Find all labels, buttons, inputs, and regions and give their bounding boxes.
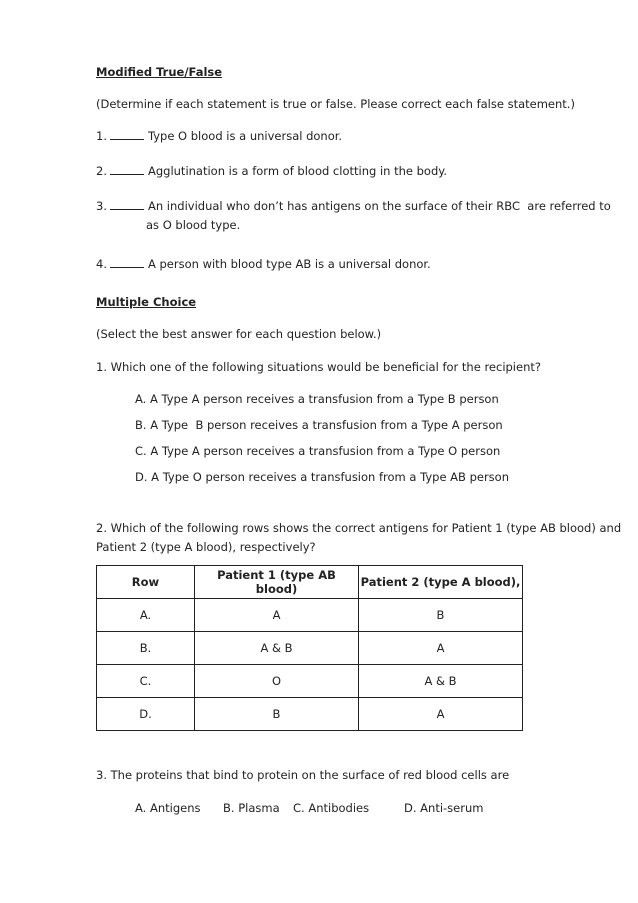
- answer-blank[interactable]: [110, 198, 144, 210]
- multiple-choice-heading: Multiple Choice: [96, 295, 197, 309]
- question-3: 3. The proteins that bind to protein on the surface of red blood cells are: [96, 768, 510, 782]
- tf-item-3: [96, 198, 611, 214]
- q1-option-b[interactable]: B. A Type B person receives a transfusion from a Type A person: [135, 418, 503, 432]
- table-header: Row: [97, 566, 195, 599]
- q3-option-b[interactable]: B. Plasma: [223, 801, 280, 815]
- q3-option-d[interactable]: D. Anti-serum: [404, 801, 484, 815]
- multiple-choice-instruction: (Select the best answer for each question below.): [96, 327, 382, 341]
- table-cell: A: [359, 632, 523, 665]
- tf-item-1: [96, 128, 342, 144]
- q1-option-d[interactable]: D. A Type O person receives a transfusion from a Type AB person: [135, 470, 510, 484]
- answer-blank[interactable]: [110, 256, 144, 268]
- tf-item-text: Agglutination is a form of blood clotting in the body.: [147, 164, 448, 178]
- table-header: Patient 2 (type A blood),: [359, 566, 523, 599]
- table-row: [97, 632, 523, 665]
- q3-option-c[interactable]: C. Antibodies: [293, 801, 370, 815]
- table-header-row: [97, 566, 523, 599]
- table-cell: D.: [97, 698, 195, 731]
- tf-item-3-continuation: as O blood type.: [146, 218, 241, 232]
- tf-item-number: 2.: [96, 164, 107, 178]
- tf-item-number: 3.: [96, 199, 107, 213]
- q1-option-c[interactable]: C. A Type A person receives a transfusion from a Type O person: [135, 444, 501, 458]
- modified-true-false-heading: Modified True/False: [96, 65, 223, 79]
- tf-item-text: Type O blood is a universal donor.: [147, 129, 343, 143]
- true-false-instruction: (Determine if each statement is true or false. Please correct each false statement.): [96, 97, 575, 111]
- table-cell: A: [359, 698, 523, 731]
- table-cell: O: [195, 665, 359, 698]
- question-1: 1. Which one of the following situations would be beneficial for the recipient?: [96, 360, 541, 374]
- table-cell: B.: [97, 632, 195, 665]
- table-header: Patient 1 (type AB blood): [195, 566, 359, 599]
- table-cell: B: [359, 599, 523, 632]
- tf-item-number: 4.: [96, 257, 107, 271]
- table-cell: A: [195, 599, 359, 632]
- tf-item-number: 1.: [96, 129, 107, 143]
- antigen-table: [96, 565, 523, 731]
- question-2-line-2: Patient 2 (type A blood), respectively?: [96, 540, 316, 554]
- table-cell: A & B: [195, 632, 359, 665]
- answer-blank[interactable]: [110, 128, 144, 140]
- tf-item-text: An individual who don’t has antigens on the surface of their RBC are referred to: [147, 199, 611, 213]
- tf-item-2: [96, 163, 447, 179]
- table-cell: A.: [97, 599, 195, 632]
- answer-blank[interactable]: [110, 163, 144, 175]
- table-cell: C.: [97, 665, 195, 698]
- table-cell: B: [195, 698, 359, 731]
- q1-option-a[interactable]: A. A Type A person receives a transfusion from a Type B person: [135, 392, 499, 406]
- table-row: [97, 665, 523, 698]
- table-row: [97, 698, 523, 731]
- tf-item-4: [96, 256, 431, 272]
- table-cell: A & B: [359, 665, 523, 698]
- q3-option-a[interactable]: A. Antigens: [135, 801, 201, 815]
- table-row: [97, 599, 523, 632]
- question-2-line-1: 2. Which of the following rows shows the correct antigens for Patient 1 (type AB blood) and: [96, 521, 622, 535]
- tf-item-text: A person with blood type AB is a universal donor.: [147, 257, 431, 271]
